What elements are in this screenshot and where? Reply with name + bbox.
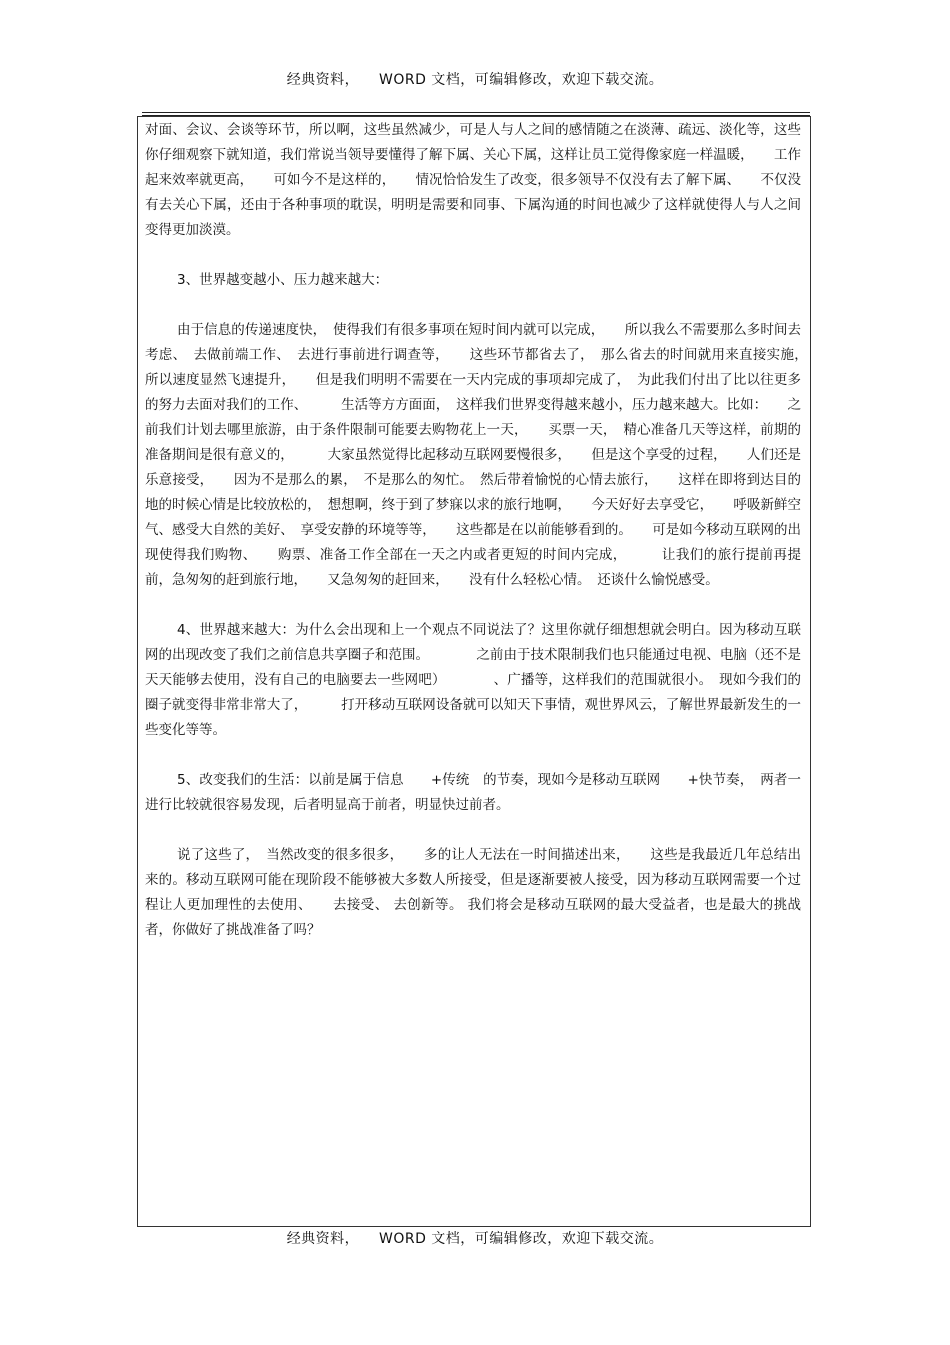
heading-point-3: 3、世界越变越小、压力越来越大： (177, 272, 389, 288)
paragraph-point-4: 4、世界越来越大：为什么会出现和上一个观点不同说法了？这里你就仔细想想就会明白。因为移动互联网的出现改变了我们之前信息共享圈子和范围。 之前由于技术限制我们也只能通过电视、电脑（还不是天天能够去使用，没有自己的电脑要去一些网吧） 、广播等，这样我们的范围就很小。 现如今我们的圈子就变得非常非常大了， 打开移动互联网设备就可以知天下事情，观世界风云，了解世界最新发生的一些变化等等。 (145, 622, 801, 738)
paragraph-point-5: 5、改变我们的生活：以前是属于信息 +传统 的节奏，现如今是移动互联网 +快节奏， 两者一进行比较就很容易发现，后者明显高于前者，明显快过前者。 (145, 772, 801, 813)
paragraph-point-3: 由于信息的传递速度快， 使得我们有很多事项在短时间内就可以完成， 所以我么不需要那么多时间去考虑、 去做前端工作、 去进行事前进行调查等， 这些环节都省去了， 那么省去的时间就用来直接实施， 所以速度显然飞速提升， 但是我们明明不需要在一天内完成的事项却完成了， 为此我们付出了比以往更多的努力去面对我们的工作、 生活等方方面面， 这样我们世界变得越来越小，压力越来越大。比如： 之前我们计划去哪里旅游，由于条件限制可能要去购物花上一天， 买票一天， 精心准备几天等这样，前期的准备期间是很有意义的， 大家虽然觉得比起移动互联网要慢很多， 但是这个享受的过程， 人们还是乐意接受， 因为不是那么的累， 不是那么的匆忙。 然后带着愉悦的心情去旅行， 这样在即将到达目的地的时候心情是比较放松的， 想想啊，终于到了梦寐以求的旅行地啊， 今天好好去享受它， 呼吸新鲜空气、感受大自然的美好、 享受安静的环境等等， 这些都是在以前能够看到的。 可是如今移动互联网的出现使得我们购物、 购票、准备工作全部在一天之内或者更短的时间内完成， 让我们的旅行提前再提前，急匆匆的赶到旅行地， 又急匆匆的赶回来， 没有什么轻松心情。 还谈什么愉悦感受。 (145, 322, 828, 588)
page-footer: 经典资料， WORD 文档，可编辑修改，欢迎下载交流。 (286, 1231, 664, 1247)
document-body (145, 118, 828, 943)
paragraph-conclusion: 说了这些了， 当然改变的很多很多， 多的让人无法在一时间描述出来， 这些是我最近几年总结出来的。移动互联网可能在现阶段不能够被大多数人所接受，但是逐渐要被人接受，因为移动互联网需要一个过程让人更加理性的去使用、 去接受、 去创新等。 我们将会是移动互联网的最大受益者，也是最大的挑战者，你做好了挑战准备了吗？ (145, 847, 801, 938)
header-rule-top (142, 112, 810, 113)
paragraph-intro: 对面、会议、会谈等环节，所以啊，这些虽然减少，可是人与人之间的感情随之在淡薄、疏远、淡化等，这些你仔细观察下就知道，我们常说当领导要懂得了解下属、关心下属，这样让员工觉得像家庭一样温暖， 工作起来效率就更高， 可如今不是这样的， 情况恰恰发生了改变，很多领导不仅没有去了解下属、 不仅没有去关心下属，还由于各种事项的耽误，明明是需要和同事、下属沟通的时间也减少了这样就使得人与人之间变得更加淡漠。 (145, 122, 801, 238)
page-header: 经典资料， WORD 文档，可编辑修改，欢迎下载交流。 (286, 72, 664, 88)
